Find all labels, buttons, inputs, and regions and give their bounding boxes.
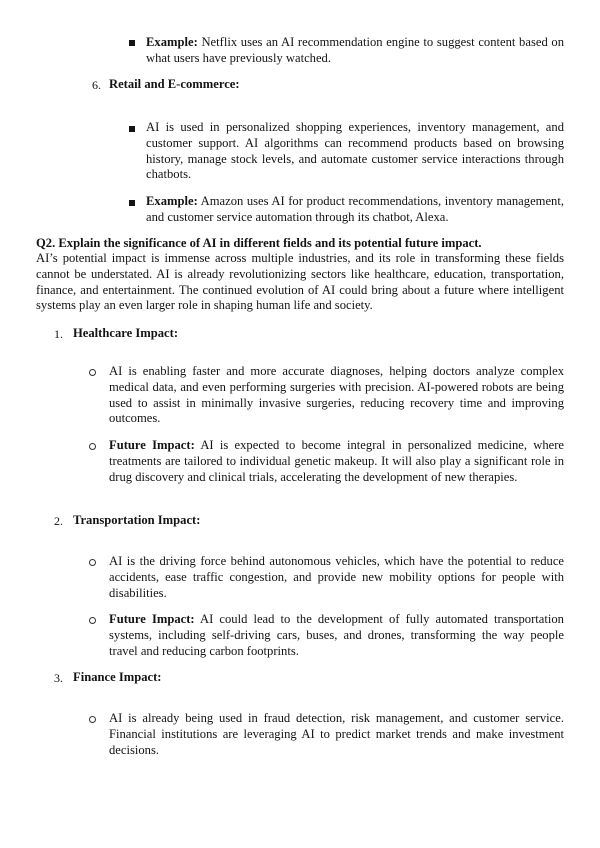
- section-number: 6.: [92, 78, 101, 92]
- example-text: Netflix uses an AI recommendation engine to suggest content based on what users have previously watched.: [146, 35, 564, 65]
- healthcare-bullet: AI is enabling faster and more accurate diagnoses, helping doctors analyze complex medical data, and even performing surgeries with precision. AI-powered robots are being used to assist in minimally invasive surgeries, reducing recovery time and improving outcomes.: [109, 364, 564, 426]
- circle-bullet-icon: [89, 716, 96, 723]
- transportation-bullet: AI is the driving force behind autonomous vehicles, which have the potential to reduce accidents, ease traffic congestion, and provide new mobility options for people with disabilities.: [109, 554, 564, 600]
- square-bullet-icon: [129, 40, 135, 46]
- q2-intro-paragraph: AI’s potential impact is immense across multiple industries, and its role in transforming these fields cannot be understated. AI is already revolutionizing sectors like healthcare, education, transportation, finance, and entertainment. The continued evolution of AI could bring about a future where intelligent systems play an even larger role in shaping human life and society.: [36, 251, 564, 313]
- circle-bullet-icon: [89, 443, 96, 450]
- section-number: 3.: [54, 671, 63, 685]
- retail-bullet: AI is used in personalized shopping experiences, inventory management, and customer support. AI algorithms can recommend products based on browsing history, manage stock levels, and automate customer service interactions through chatbots.: [146, 120, 564, 182]
- future-impact-label: Future Impact:: [109, 438, 195, 452]
- circle-bullet-icon: [89, 369, 96, 376]
- healthcare-future: [109, 438, 564, 485]
- example-label: Example:: [146, 35, 198, 49]
- circle-bullet-icon: [89, 617, 96, 624]
- square-bullet-icon: [129, 200, 135, 206]
- question-heading: Q2. Explain the significance of AI in different fields and its potential future impact.: [36, 236, 482, 250]
- section-title-transportation: Transportation Impact:: [73, 513, 201, 527]
- section-title-healthcare: Healthcare Impact:: [73, 326, 179, 340]
- section-number: 1.: [54, 327, 63, 341]
- section-title-finance: Finance Impact:: [73, 670, 162, 684]
- section-title-retail: Retail and E-commerce:: [109, 77, 240, 91]
- square-bullet-icon: [129, 126, 135, 132]
- future-impact-text: AI is expected to become integral in personalized medicine, where treatments are tailored to individual genetic makeup. It will also play a significant role in drug discovery and clinical trials, accelerating the development of new therapies.: [109, 438, 564, 484]
- future-impact-text: AI could lead to the development of fully automated transportation systems, including self-driving cars, buses, and drones, transforming the way people travel and reducing carbon footprints.: [109, 612, 564, 658]
- future-impact-label: Future Impact:: [109, 612, 195, 626]
- example-label: Example:: [146, 194, 198, 208]
- netflix-example: [146, 35, 564, 67]
- transportation-future: [109, 612, 564, 659]
- finance-bullet: AI is already being used in fraud detection, risk management, and customer service. Financial institutions are leveraging AI to predict market trends and make investment decisions.: [109, 711, 564, 757]
- example-text: Amazon uses AI for product recommendations, inventory management, and customer service automation through its chatbot, Alexa.: [146, 194, 564, 224]
- amazon-example: [146, 194, 564, 226]
- circle-bullet-icon: [89, 559, 96, 566]
- section-number: 2.: [54, 514, 63, 528]
